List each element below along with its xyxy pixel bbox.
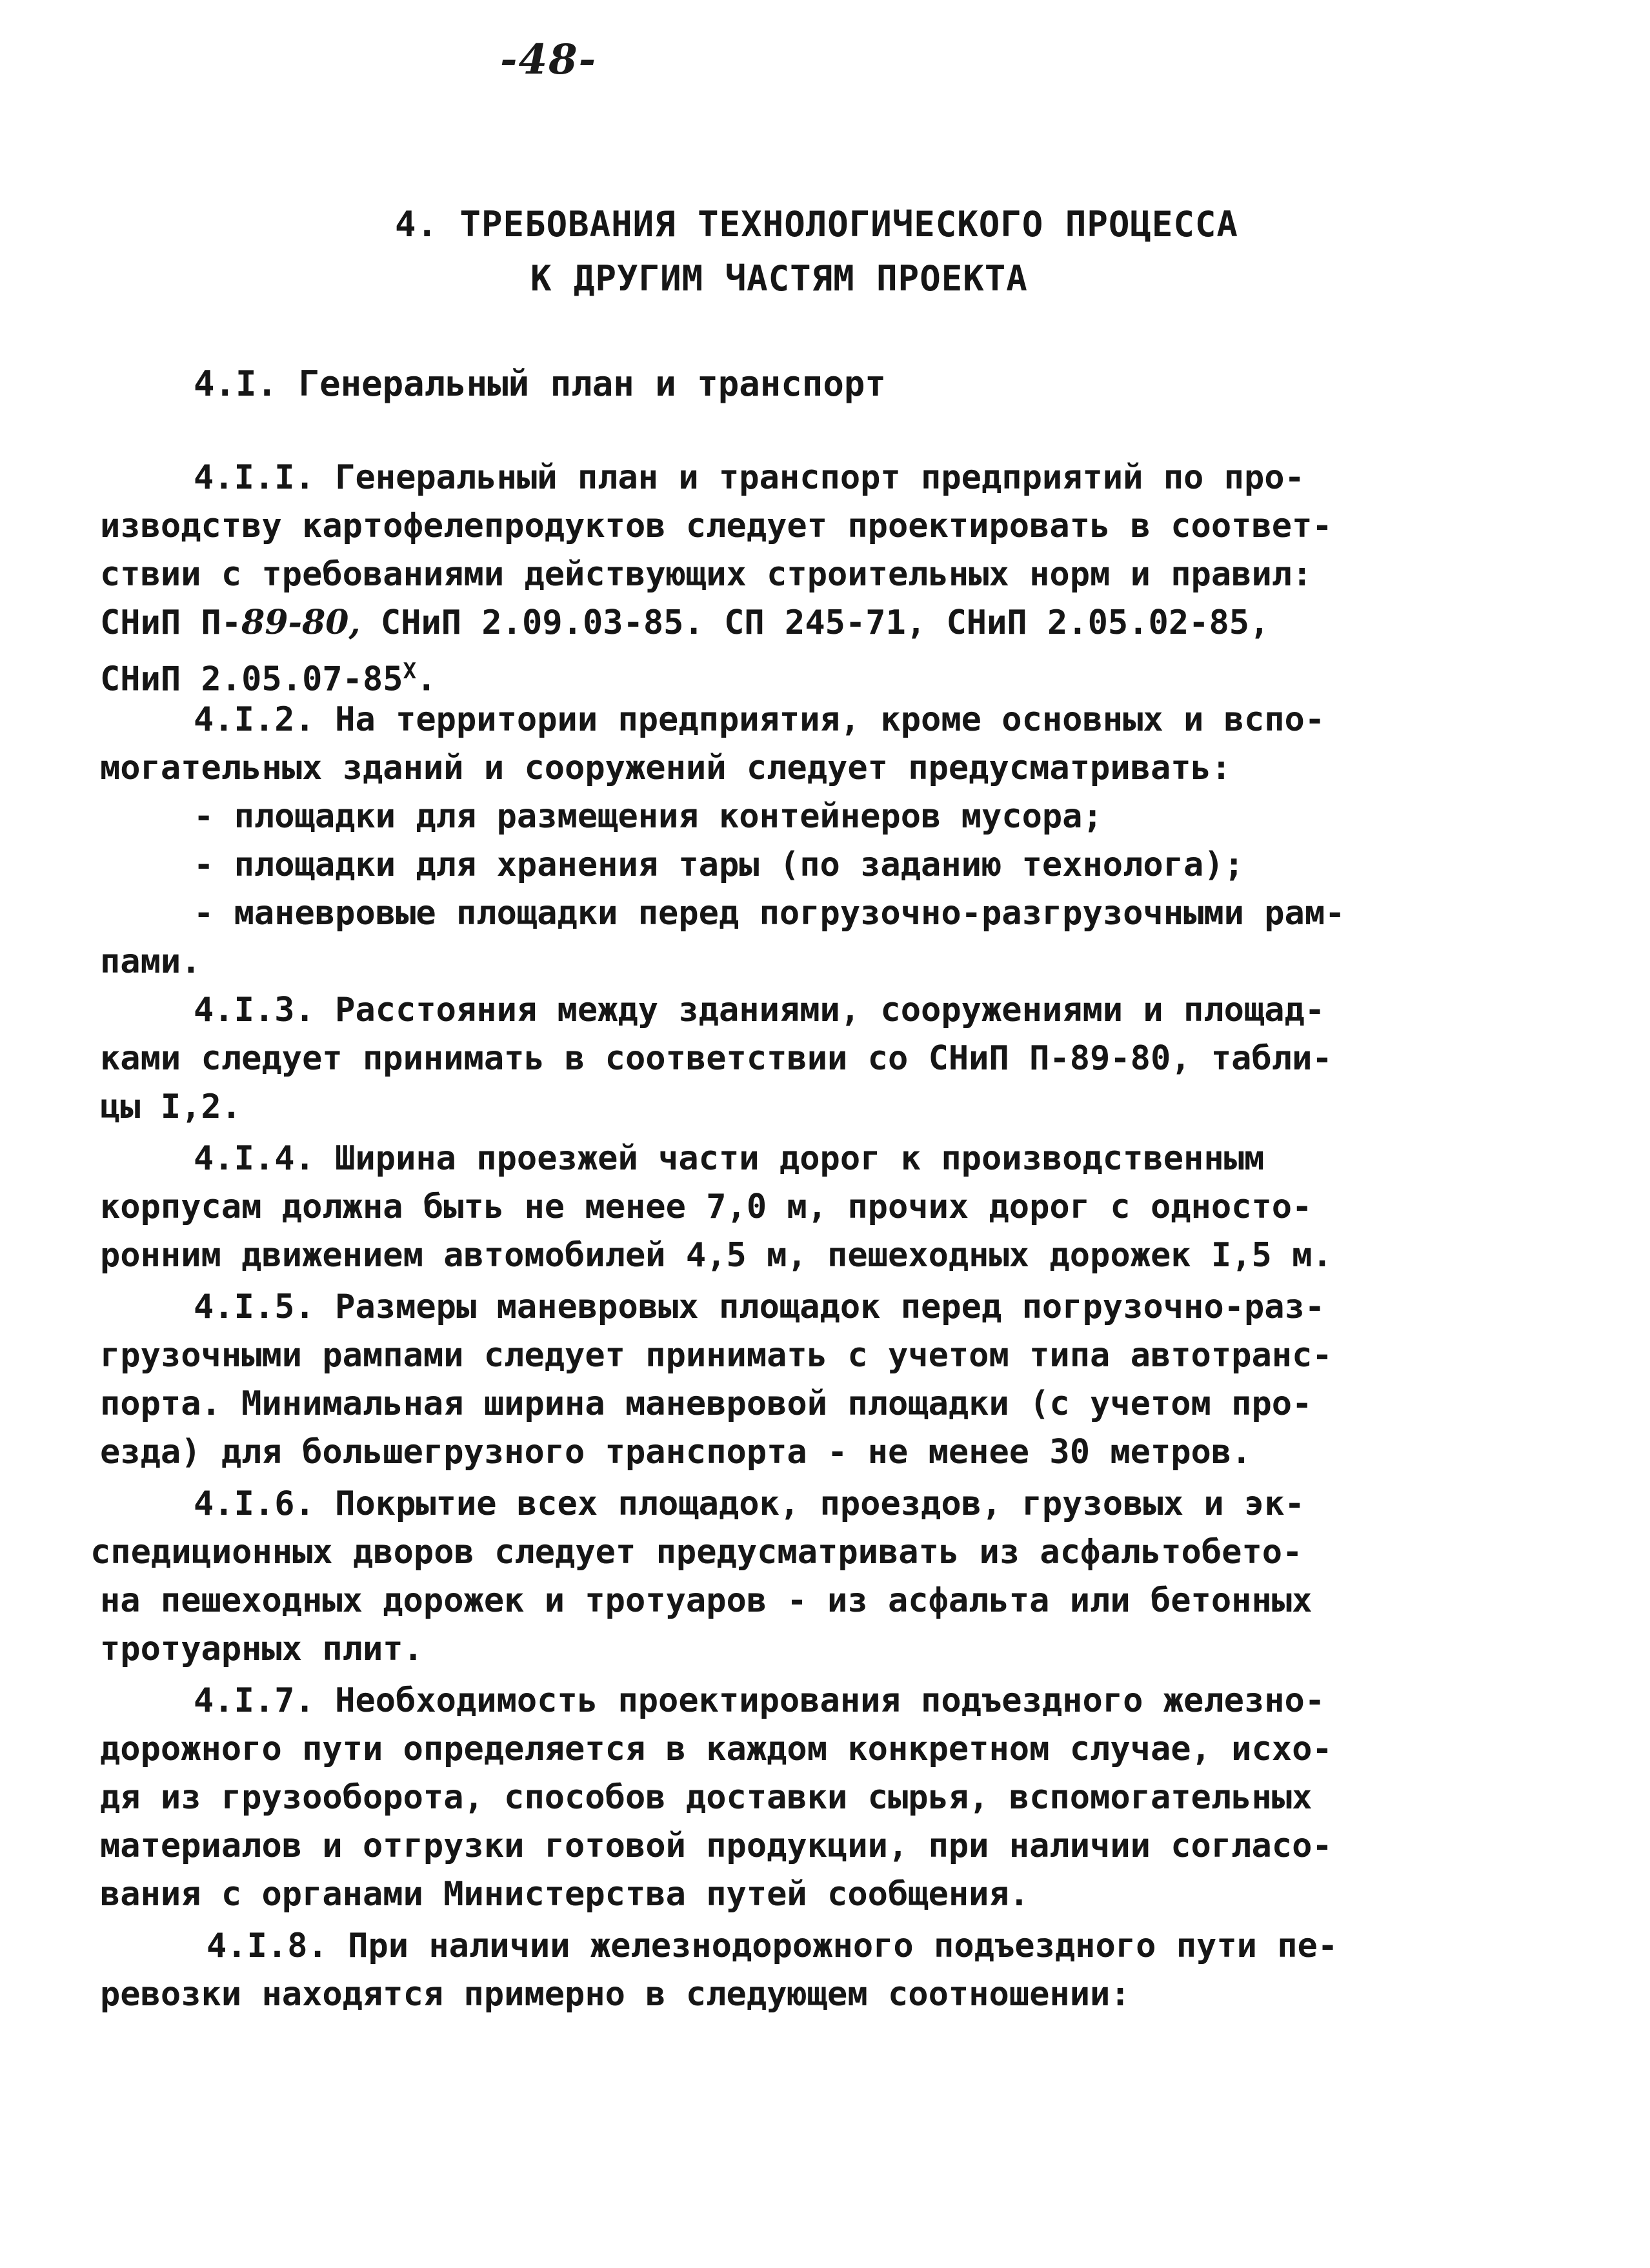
paragraph-4-1-1-line	[100, 652, 436, 698]
paragraph-4-1-7-line: материалов и отгрузки готовой продукции, при наличии согласо-	[100, 1827, 1333, 1865]
paragraph-4-1-5-line: грузочными рампами следует принимать с учетом типа автотранс-	[100, 1336, 1333, 1375]
list-item: - маневровые площадки перед погрузочно-разгрузочными рам-	[194, 894, 1345, 933]
paragraph-4-1-7-line: дорожного пути определяется в каждом конкретном случае, исхо-	[100, 1730, 1333, 1768]
paragraph-4-1-4-line: корпусам должна быть не менее 7,0 м, прочих дорог с односто-	[100, 1188, 1313, 1226]
section-heading-line1: 4. ТРЕБОВАНИЯ ТЕХНОЛОГИЧЕСКОГО ПРОЦЕССА	[395, 204, 1238, 245]
paragraph-4-1-1-line	[100, 603, 1269, 642]
paragraph-4-1-3-line: 4.I.3. Расстояния между зданиями, сооружениями и площад-	[194, 991, 1325, 1029]
paragraph-4-1-6-line: тротуарных плит.	[100, 1630, 423, 1668]
subsection-title: 4.I. Генеральный план и транспорт	[194, 363, 886, 404]
list-item: - площадки для хранения тары (по заданию технолога);	[194, 845, 1244, 884]
paragraph-4-1-3-line: цы I,2.	[100, 1088, 242, 1126]
paragraph-4-1-5-line: порта. Минимальная ширина маневровой площадки (с учетом про-	[100, 1384, 1313, 1423]
page-number: -48-	[500, 35, 598, 84]
paragraph-4-1-2-line: могательных зданий и сооружений следует предусматривать:	[100, 749, 1232, 787]
paragraph-4-1-5-line: езда) для большегрузного транспорта - не менее 30 метров.	[100, 1433, 1252, 1472]
period: .	[416, 660, 437, 699]
paragraph-4-1-6-line: на пешеходных дорожек и тротуаров - из асфальта или бетонных	[100, 1581, 1313, 1620]
snip-reference-prefix: СНиП П-	[100, 603, 242, 642]
paragraph-4-1-7-line: 4.I.7. Необходимость проектирования подъездного железно-	[194, 1681, 1325, 1720]
paragraph-4-1-6-line: спедиционных дворов следует предусматривать из асфальтобето-	[90, 1533, 1303, 1572]
paragraph-4-1-7-line: дя из грузооборота, способов доставки сырья, вспомогательных	[100, 1778, 1313, 1817]
section-heading-line2: К ДРУГИМ ЧАСТЯМ ПРОЕКТА	[530, 258, 1028, 299]
paragraph-4-1-2-line: 4.I.2. На территории предприятия, кроме основных и вспо-	[194, 700, 1325, 739]
snip-reference: СНиП 2.05.07-85	[100, 660, 403, 699]
list-item: - площадки для размещения контейнеров мусора;	[194, 797, 1103, 836]
paragraph-4-1-3-line: ками следует принимать в соответствии со СНиП П-89-80, табли-	[100, 1039, 1333, 1078]
paragraph-4-1-8-line: ревозки находятся примерно в следующем соотношении:	[100, 1975, 1131, 2014]
paragraph-4-1-7-line: вания с органами Министерства путей сообщения.	[100, 1875, 1030, 1914]
paragraph-4-1-1-line: 4.I.I. Генеральный план и транспорт предприятий по про-	[194, 458, 1305, 497]
list-item-continuation: пами.	[100, 942, 201, 981]
paragraph-4-1-6-line: 4.I.6. Покрытие всех площадок, проездов, грузовых и эк-	[194, 1484, 1305, 1523]
footnote-mark: Х	[403, 658, 417, 684]
paragraph-4-1-1-line: изводству картофелепродуктов следует проектировать в соответ-	[100, 507, 1333, 545]
paragraph-4-1-1-line: ствии с требованиями действующих строительных норм и правил:	[100, 555, 1313, 594]
paragraph-4-1-4-line: ронним движением автомобилей 4,5 м, пешеходных дорожек I,5 м.	[100, 1236, 1333, 1275]
paragraph-4-1-8-line: 4.I.8. При наличии железнодорожного подъездного пути пе-	[206, 1927, 1338, 1965]
snip-reference-list: СНиП 2.09.03-85. СП 245-71, СНиП 2.05.02-85,	[360, 603, 1270, 642]
paragraph-4-1-5-line: 4.I.5. Размеры маневровых площадок перед погрузочно-раз-	[194, 1288, 1325, 1326]
paragraph-4-1-4-line: 4.I.4. Ширина проезжей части дорог к производственным	[194, 1139, 1265, 1178]
handwritten-correction: 89-80,	[241, 603, 361, 642]
